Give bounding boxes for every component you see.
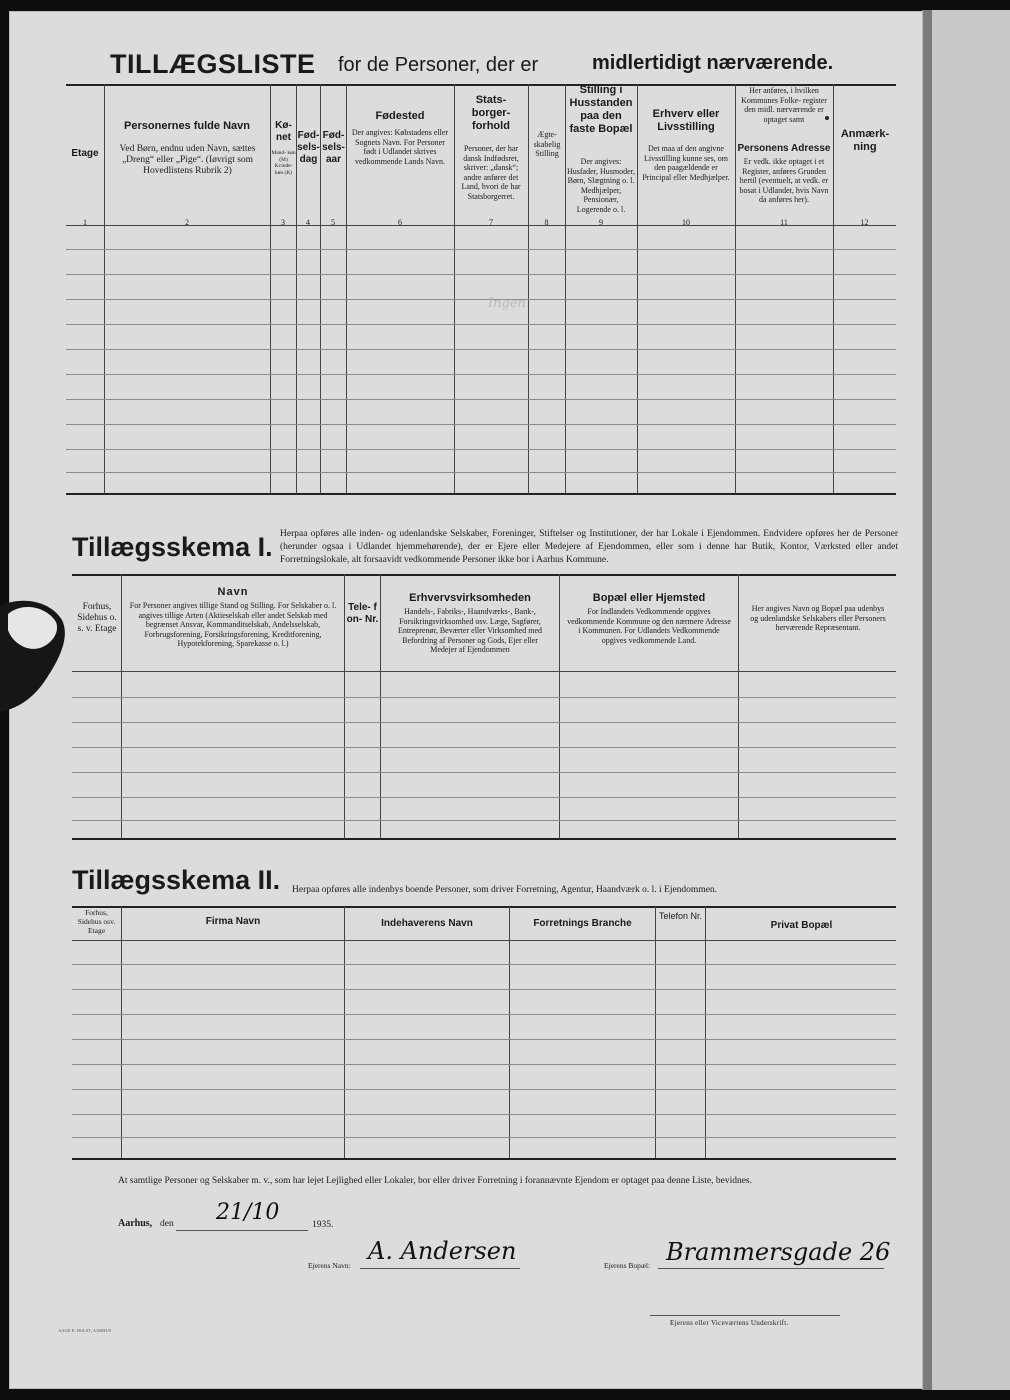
col-birthplace-sub: Der angives: Købstadens eller Sognets Navn. For Personer født i Udlandet skrives vedkommende Lands Navn. [351, 128, 449, 166]
skema2-col-branche: Forretnings Branche [533, 918, 632, 929]
skema2-row-rule [72, 1014, 896, 1015]
skema2-col-divider [509, 906, 510, 1158]
skema2-top-rule [72, 906, 896, 908]
skema2-row-rule [72, 1137, 896, 1138]
owner-address-label: Ejerens Bopæl: [604, 1261, 651, 1270]
col-number: 3 [281, 218, 285, 227]
skema1-row-rule [72, 722, 896, 723]
skema2-bottom-rule [72, 1158, 896, 1160]
skema1-col-telefon: Tele- fon- Nr. [346, 602, 379, 625]
title-main: TILLÆGSLISTE [110, 49, 316, 79]
col-number: 1 [83, 218, 87, 227]
list-row-rule [66, 249, 896, 250]
list-col-divider [104, 84, 105, 494]
title-rest-b: midlertidigt nærværende. [592, 52, 834, 74]
col-household-sub: Der angives: Husfader, Husmoder, Børn, Slægtning o. l. Medhjælper, Pensionær, Logerende o. l. [567, 157, 636, 214]
skema2-col-indehaver: Indehaverens Navn [381, 918, 473, 929]
skema1-col-bopael-head: Bopæl eller Hjemsted [592, 592, 706, 604]
list-row-rule [66, 374, 896, 375]
signature-label: Ejerens eller Viceværtens Underskrift. [670, 1319, 789, 1327]
date-line [176, 1230, 308, 1231]
col-address-sub: Er vedk. ikke optaget i et Register, anføres Grunden hertil (eventuelt, at vedk. er bosat i Udlandet, hvis Navn da anføres her). [739, 157, 829, 204]
skema1-col-navn-sub: For Personer angives tillige Stand og Stilling. For Selskaber o. l. angives tillige Arten (Aktieselskab eller andet Selskab med begrænset Ansvar, Kommanditselskab, Andelsselskab, Forbrugsforening, Forsikringsforening, Kreditforening, Hypotekforening, Sparekasse o. l.) [129, 601, 337, 648]
book-gutter [922, 10, 932, 1390]
skema1-col-bopael-sub: For Indlandets Vedkommende opgives vedkommende Kommune og den nærmere Adresse i Kommunen. For Udlandets Vedkommende opgives vedkommende Land. [567, 607, 731, 645]
col-birthplace-head: Fødested [375, 110, 425, 122]
list-row-rule [66, 472, 896, 473]
skema1-col-etage: Forhus, Sidehus o. s. v. Etage [77, 602, 117, 634]
list-row-rule [66, 449, 896, 450]
owner-address-handwritten: Brammersgade 26 [666, 1238, 891, 1266]
list-row-rule [66, 274, 896, 275]
title-rest-a: for de Personer, der er [338, 54, 539, 76]
col-number: 5 [331, 218, 335, 227]
skema1-header-rule [72, 671, 896, 672]
owner-name-line [360, 1268, 520, 1269]
col-number: 12 [860, 218, 869, 227]
col-name-sub: Ved Børn, endnu uden Navn, sættes „Dreng“ eller „Pige“. (Iøvrigt som Hovedlistens Rubrik 2) [119, 144, 256, 176]
col-birthday-head: Fød- sels- dag [297, 130, 320, 165]
skema1-col-repr-sub: Her angives Navn og Bopæl paa udenbys og udenlandske Selskabers eller Personers herværende Repræsentant. [750, 604, 886, 632]
skema2-col-divider [121, 906, 122, 1158]
skema2-col-divider [655, 906, 656, 1158]
col-address-head: Personens Adresse [737, 143, 831, 154]
col-number: 7 [489, 218, 493, 227]
col-number: 11 [780, 218, 788, 227]
list-row-rule [66, 399, 896, 400]
den-label: den [160, 1219, 174, 1229]
skema1-col-divider [559, 574, 560, 839]
col-address-pre: Her anføres, i hvilken Kommunes Folke- register den midl. nærværende er optaget samt [741, 86, 827, 124]
place-label: Aarhus, [118, 1218, 153, 1229]
col-number: 8 [544, 218, 549, 227]
col-number: 4 [306, 218, 310, 227]
date-handwritten: 21/10 [216, 1200, 280, 1225]
attestation-text: At samtlige Personer og Selskaber m. v., som har lejet Lejlighed eller Lokaler, bor eller driver Forretning i forannævnte Ejendom er optaget paa denne Liste, bevidnes. [118, 1176, 752, 1186]
col-marital-head: Ægte- skabelig Stilling [533, 130, 561, 158]
col-birthyear-head: Fød- sels- aar [322, 130, 345, 165]
skema1-bottom-rule [72, 838, 896, 840]
skema1-row-rule [72, 697, 896, 698]
skema1-intro: Herpaa opføres alle inden- og udenlandske Selskaber, Foreninger, Stiftelser og Institutioner, der har Lokale i Ejendommen. Endvidere opføres her de Personer (herunder ogsaa i Udlandet hjemmehørende), der er Ejere eller Medejere af Ejendommen, eller som i denne har Butik, Kontor, Værksted eller andet Forretningslokale, alt forsaavidt vedkommende Personer ikke bor i Aarhus Kommune. [280, 529, 898, 565]
skema1-col-divider [380, 574, 381, 839]
ink-dot [825, 116, 829, 120]
year-label: 1935. [312, 1220, 334, 1230]
skema2-row-rule [72, 964, 896, 965]
list-col-divider [637, 84, 638, 494]
skema1-col-erhverv-sub: Handels-, Fabriks-, Haandværks-, Bank-, Forsikringsvirksomhed osv. Læge, Sagfører, Entreprenør, Beværter eller Virksomhed med Befordring af Personer og Gods, Ejer eller Medejer af Ejendommen [397, 607, 543, 654]
list-row-rule [66, 324, 896, 325]
owner-address-line [658, 1268, 884, 1269]
skema2-col-telefon: Telefon Nr. [658, 911, 703, 921]
skema1-col-divider [738, 574, 739, 839]
col-number: 9 [599, 218, 603, 227]
col-number: 2 [185, 218, 189, 227]
skema2-col-firma: Firma Navn [205, 916, 261, 927]
skema2-col-divider [344, 906, 345, 1158]
list-row-rule [66, 424, 896, 425]
skema2-row-rule [72, 1039, 896, 1040]
printer-mark: AAGE E. HOLST, AARHUS [58, 1328, 112, 1333]
skema1-col-erhverv-head: Erhvervsvirksomheden [409, 592, 531, 604]
list-col-divider [735, 84, 736, 494]
thumb-image [0, 596, 70, 716]
skema2-row-rule [72, 1089, 896, 1090]
skema2-col-privat: Privat Bopæl [770, 920, 833, 931]
list-col-divider [454, 84, 455, 494]
list-row-rule [66, 299, 896, 300]
col-household-head: Stilling i Husstanden paa den faste Bopæl [569, 84, 633, 135]
form-page [10, 12, 922, 1388]
col-occupation-sub: Det maa af den angivne Livsstilling kunne ses, om den paagældende er Principal eller Medhjælper. [642, 144, 730, 182]
col-etage-head: Etage [71, 148, 99, 159]
owner-name-label: Ejerens Navn: [308, 1261, 351, 1270]
col-name-head: Personernes fulde Navn [124, 120, 250, 132]
page-title [10, 12, 922, 82]
skema2-header-rule [72, 940, 896, 941]
faint-handwriting: Ingen [488, 296, 526, 311]
col-occupation-head: Erhverv eller Livsstilling [652, 108, 720, 133]
skema1-col-divider [344, 574, 345, 839]
skema2-row-rule [72, 989, 896, 990]
col-number: 10 [682, 218, 690, 227]
col-number: 6 [398, 218, 402, 227]
list-col-divider [270, 84, 271, 494]
skema1-row-rule [72, 772, 896, 773]
skema2-title: Tillægsskema II. [72, 865, 281, 895]
skema1-row-rule [72, 820, 896, 821]
skema1-top-rule [72, 574, 896, 576]
list-bottom-rule [66, 493, 896, 495]
skema2-col-etage: Forhus, Sidehus osv. Etage [77, 908, 116, 935]
list-row-rule [66, 349, 896, 350]
skema2-row-rule [72, 1114, 896, 1115]
skema1-col-divider [121, 574, 122, 839]
col-sex-head: Kø- net [275, 120, 292, 143]
next-page-edge [930, 10, 1010, 1390]
col-sex-sub: Mand- køn (M) Kvinde- køn (K) [271, 150, 296, 176]
skema1-col-navn-head: Navn [217, 586, 249, 598]
col-remark-head: Anmærk- ning [840, 128, 890, 153]
signature-line [650, 1315, 840, 1316]
skema1-row-rule [72, 797, 896, 798]
skema2-row-rule [72, 1064, 896, 1065]
skema2-intro: Herpaa opføres alle indenbys boende Personer, som driver Forretning, Agentur, Haandværk o. l. i Ejendommen. [292, 885, 718, 895]
skema1-row-rule [72, 747, 896, 748]
list-col-divider [346, 84, 347, 494]
skema2-col-divider [705, 906, 706, 1158]
col-citizen-sub: Personer, der har dansk Indfødsret, skriver: „dansk“; andre anfører det Land, hvori de har Statsborgerret. [461, 144, 521, 201]
skema1-title: Tillægsskema I. [72, 532, 273, 562]
owner-name-handwritten: A. Andersen [368, 1237, 517, 1265]
list-col-divider [565, 84, 566, 494]
col-citizen-head: Stats- borger- forhold [471, 94, 511, 132]
